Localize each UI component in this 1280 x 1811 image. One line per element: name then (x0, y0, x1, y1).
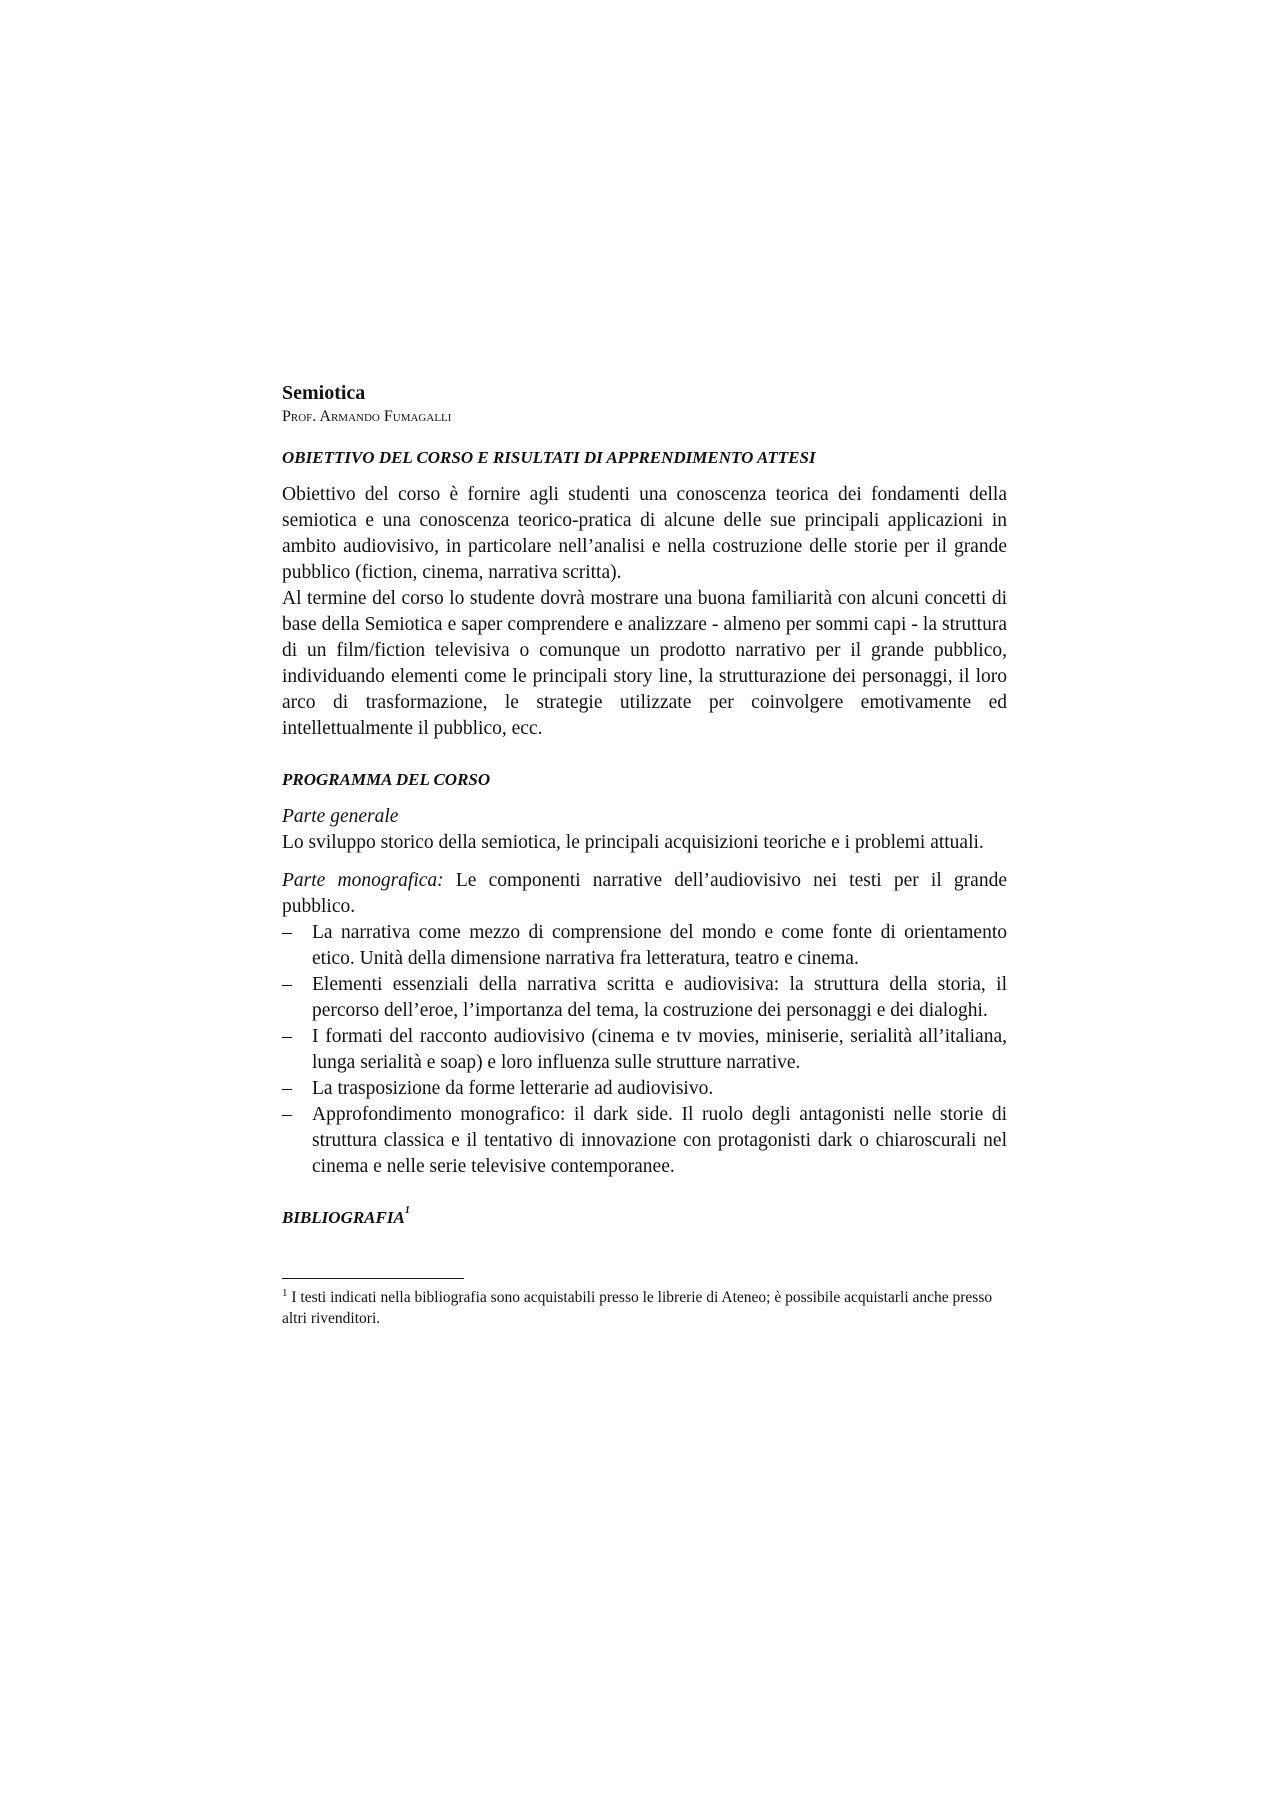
monographic-part-paragraph (282, 868, 1007, 920)
outcomes-paragraph: Al termine del corso lo studente dovrà mostrare una buona familiarità con alcuni concetti di base della Semiotica e saper comprendere e analizzare - almeno per sommi capi - la struttura di un film/fiction televisiva o comunque un prodotto narrativo per il grande pubblico, individuando elementi come le principali story line, la strutturazione dei personaggi, il loro arco di trasformazione, le strategie utilizzate per coinvolgere emotivamente ed intellettualmente il pubblico, ecc. (282, 588, 1007, 739)
objectives-section (282, 482, 1007, 742)
list-item-text: Approfondimento monografico: il dark side. Il ruolo degli antagonisti nelle storie di struttura classica e il tentativo di innovazione con protagonisti dark o chiaroscurali nel cinema e nelle serie televisive contemporanee. (312, 1104, 1007, 1177)
list-item (282, 972, 1007, 1024)
footnote-text: I testi indicati nella bibliografia sono acquistabili presso le librerie di Ateneo; è possibile acquistarli anche presso altri rivenditori. (282, 1289, 993, 1327)
general-part-text: Lo sviluppo storico della semiotica, le principali acquisizioni teoriche e i problemi attuali. (282, 832, 984, 853)
list-item (282, 1076, 1007, 1102)
list-item (282, 1024, 1007, 1076)
document-page (282, 380, 1007, 1329)
objectives-heading: OBIETTIVO DEL CORSO E RISULTATI DI APPRENDIMENTO ATTESI (282, 448, 816, 467)
footnote-marker: 1 (282, 1286, 288, 1299)
list-item-text: I formati del racconto audiovisivo (cinema e tv movies, miniserie, serialità all’italiana, lunga serialità e soap) e loro influenza sulle strutture narrative. (312, 1026, 1007, 1073)
monographic-part-text: Le componenti narrative dell’audiovisivo nei testi per il grande pubblico. (282, 870, 1007, 917)
objectives-paragraph: Obiettivo del corso è fornire agli studenti una conoscenza teorica dei fondamenti della semiotica e una conoscenza teorico-pratica di alcune delle sue principali applicazioni in ambito audiovisivo, in particolare nell’analisi e nella costruzione delle storie per il grande pubblico (fiction, cinema, narrativa scritta). (282, 484, 1007, 583)
footnote-divider (282, 1278, 464, 1279)
general-part-label: Parte generale (282, 806, 399, 827)
list-item-text: La narrativa come mezzo di comprensione del mondo e come fonte di orientamento etico. Unità della dimensione narrativa fra letteratura, teatro e cinema. (312, 922, 1007, 969)
dash-bullet: – (282, 922, 292, 943)
dash-bullet: – (282, 1026, 292, 1047)
bibliography-heading (282, 1206, 1007, 1230)
dash-bullet: – (282, 974, 292, 995)
program-topic-list (282, 920, 1007, 1180)
list-item-text: Elementi essenziali della narrativa scritta e audiovisiva: la struttura della storia, il percorso dell’eroe, l’importanza del tema, la costruzione dei personaggi e dei dialoghi. (312, 974, 1007, 1021)
dash-bullet: – (282, 1104, 292, 1125)
program-section (282, 804, 1007, 1180)
professor-name: Prof. Armando Fumagalli (282, 408, 452, 425)
footnote (282, 1287, 1007, 1329)
footnote-reference[interactable]: 1 (404, 1205, 410, 1216)
monographic-part-label: Parte monografica: (282, 870, 444, 891)
dash-bullet: – (282, 1078, 292, 1099)
list-item (282, 920, 1007, 972)
bibliography-heading-text: BIBLIOGRAFIA (282, 1208, 405, 1227)
list-item-text: La trasposizione da forme letterarie ad audiovisivo. (312, 1078, 714, 1099)
program-heading: PROGRAMMA DEL CORSO (282, 770, 491, 789)
course-title: Semiotica (282, 382, 366, 404)
list-item (282, 1102, 1007, 1180)
